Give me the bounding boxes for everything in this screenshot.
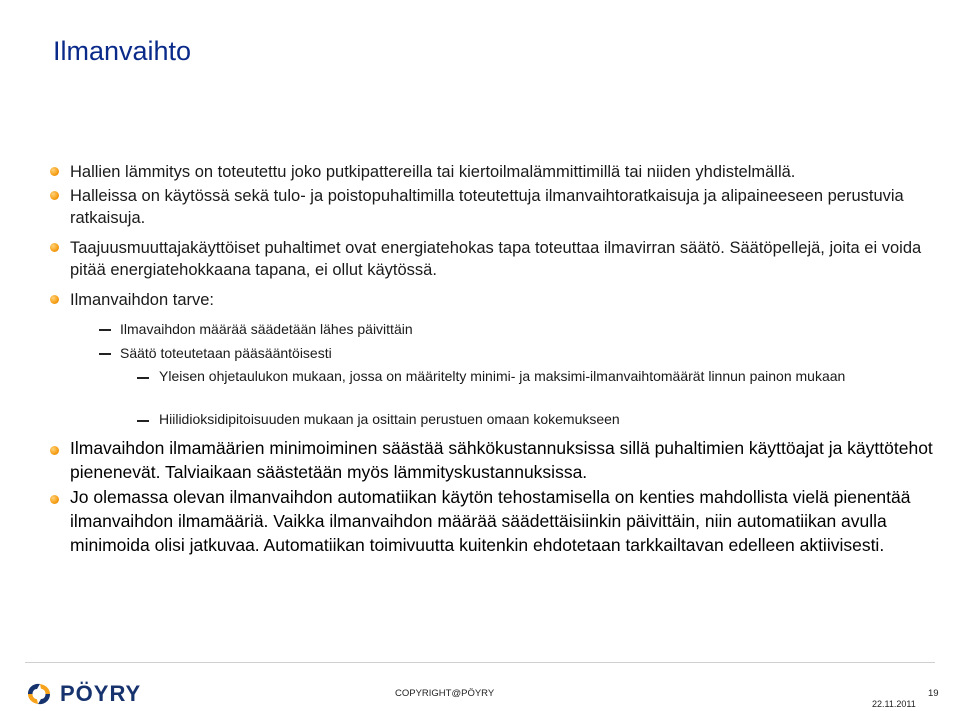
date-text: 22.11.2011 bbox=[872, 699, 916, 709]
bullet-item: Halleissa on käytössä sekä tulo- ja poistopuhaltimilla toteutettuja ilmanvaihtoratkaisuja ja alipaineeseen perustuvia ratkaisuja. bbox=[70, 187, 904, 227]
bullet-dot-icon bbox=[50, 295, 59, 304]
bullet-dot-icon bbox=[50, 191, 59, 200]
dash-bullet-icon bbox=[137, 377, 149, 379]
bullet-item: Ilmavaihdon ilmamäärien minimoiminen säästää sähkökustannuksissa sillä puhaltimien käyttöajat ja käyttötehot pienenevät. Talviaikaan säästetään myös lämmityskustannuksissa. bbox=[70, 438, 933, 482]
sub-bullet-item: Ilmavaihdon määrää säädetään lähes päivittäin bbox=[120, 321, 413, 337]
dash-bullet-icon bbox=[99, 329, 111, 331]
sub-bullet-item: Säätö toteutetaan pääsääntöisesti bbox=[120, 345, 332, 361]
bullet-dot-icon bbox=[50, 167, 59, 176]
bullet-item: Ilmanvaihdon tarve: bbox=[70, 291, 214, 309]
footer-divider bbox=[25, 662, 935, 663]
poyry-logo-icon bbox=[24, 681, 54, 707]
bullet-dot-icon bbox=[50, 243, 59, 252]
slide-title: Ilmanvaihto bbox=[53, 36, 192, 66]
bullet-item: Hallien lämmitys on toteutettu joko putkipattereilla tai kiertoilmalämmittimillä tai niiden yhdistelmällä. bbox=[70, 163, 796, 181]
bullet-item: Jo olemassa olevan ilmanvaihdon automatiikan käytön tehostamisella on kenties mahdollista vielä pienentää ilmanvaihdon ilmamääriä. Vaikka ilmanvaihdon määrää säädettäisiinkin päivittäin, niin automatiikan avulla minimoida olisi jatkuvaa. Automatiikan toimivuutta kuitenkin ehdotetaan tarkkailtavan edelleen aktiivisesti. bbox=[70, 487, 911, 555]
copyright-text: COPYRIGHT@PÖYRY bbox=[395, 688, 495, 699]
poyry-logo bbox=[24, 680, 141, 708]
sub-sub-bullet-item: Hiilidioksidipitoisuuden mukaan ja osittain perustuen omaan kokemukseen bbox=[159, 411, 620, 427]
page-number: 19 bbox=[928, 688, 939, 699]
bullet-dot-icon bbox=[50, 446, 59, 455]
dash-bullet-icon bbox=[137, 420, 149, 422]
logo-text: PÖYRY bbox=[60, 681, 142, 706]
bullet-item: Taajuusmuuttajakäyttöiset puhaltimet ovat energiatehokas tapa toteuttaa ilmavirran säätö. Säätöpellejä, joita ei voida pitää energiatehokkaana tapana, ei ollut käytössä. bbox=[70, 239, 922, 279]
bullet-dot-icon bbox=[50, 495, 59, 504]
dash-bullet-icon bbox=[99, 353, 111, 355]
sub-sub-bullet-item: Yleisen ohjetaulukon mukaan, jossa on määritelty minimi- ja maksimi-ilmanvaihtomäärät linnun painon mukaan bbox=[159, 368, 846, 384]
